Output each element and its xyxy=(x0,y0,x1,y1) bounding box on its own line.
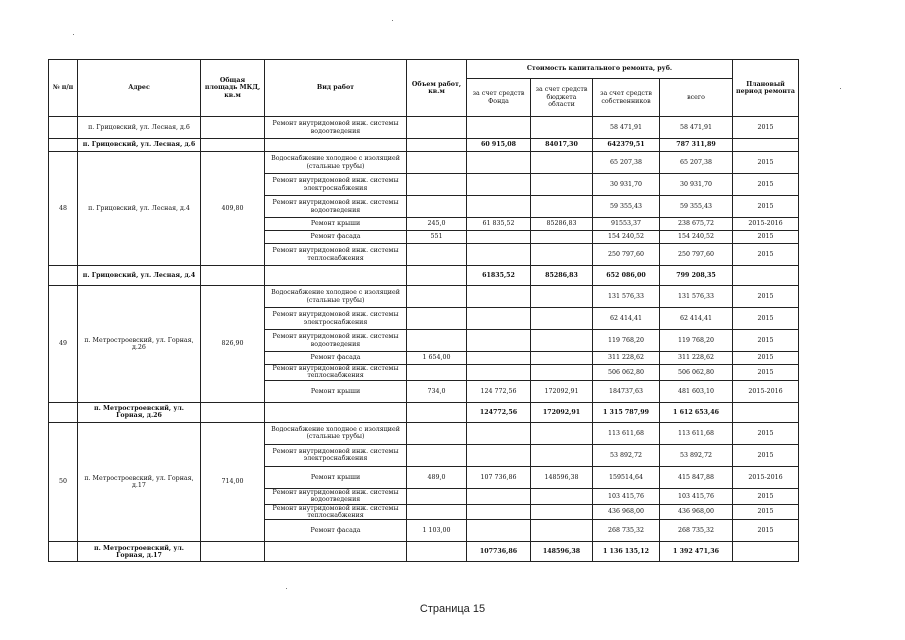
cell-period: 2015 xyxy=(733,444,799,466)
cell-period: 2015 xyxy=(733,422,799,444)
cell-area xyxy=(201,402,265,422)
cell-period: 2015 xyxy=(733,174,799,196)
cell-total: 53 892,72 xyxy=(660,444,733,466)
cell-work: Водоснабжение холодное с изоляцией (стальные трубы) xyxy=(265,152,407,174)
cell-budget: 172092,91 xyxy=(531,402,593,422)
cell-total: 238 675,72 xyxy=(660,218,733,231)
cell-volume: 1 103,00 xyxy=(407,520,467,542)
cell-volume: 1 654,00 xyxy=(407,352,467,365)
table-row xyxy=(49,117,799,139)
cell-period: 2015 xyxy=(733,330,799,352)
cell-period: 2015 xyxy=(733,117,799,139)
cell-volume xyxy=(407,286,467,308)
cell-volume xyxy=(407,244,467,266)
cell-fund: 107 736,86 xyxy=(467,466,531,488)
cell-volume xyxy=(407,139,467,152)
cell-total: 415 847,88 xyxy=(660,466,733,488)
cell-owners: 53 892,72 xyxy=(593,444,660,466)
cell-period: 2015 xyxy=(733,504,799,520)
cell-total: 481 603,10 xyxy=(660,380,733,402)
cell-fund xyxy=(467,504,531,520)
cell-owners: 311 228,62 xyxy=(593,352,660,365)
cell-budget: 148596,38 xyxy=(531,466,593,488)
cell-total: 1 392 471,36 xyxy=(660,542,733,562)
cell-total: 268 735,32 xyxy=(660,520,733,542)
cell-budget xyxy=(531,520,593,542)
cell-work: Ремонт внутридомовой инж. системы водоотведения xyxy=(265,488,407,504)
cell-work xyxy=(265,266,407,286)
cell-period: 2015 xyxy=(733,244,799,266)
cell-owners: 65 207,38 xyxy=(593,152,660,174)
cell-owners: 154 240,52 xyxy=(593,231,660,244)
header-period: Плановый период ремонта xyxy=(733,60,799,117)
cell-total: 154 240,52 xyxy=(660,231,733,244)
cell-period: 2015 xyxy=(733,196,799,218)
scan-speck xyxy=(392,20,393,21)
cell-address: п. Грицовский, ул. Лесная, д.6 xyxy=(78,117,201,139)
cell-volume xyxy=(407,422,467,444)
cell-fund xyxy=(467,196,531,218)
cell-volume xyxy=(407,174,467,196)
cell-fund xyxy=(467,365,531,381)
cell-fund xyxy=(467,244,531,266)
cell-work xyxy=(265,139,407,152)
cell-work: Ремонт крыши xyxy=(265,218,407,231)
cell-work: Ремонт внутридомовой инж. системы теплоснабжения xyxy=(265,504,407,520)
header-address: Адрес xyxy=(78,60,201,117)
scan-speck xyxy=(73,34,74,35)
cell-period xyxy=(733,542,799,562)
cell-work: Ремонт внутридомовой инж. системы электроснабжения xyxy=(265,308,407,330)
cell-volume xyxy=(407,152,467,174)
cell-work: Ремонт внутридомовой инж. системы теплоснабжения xyxy=(265,244,407,266)
cell-period: 2015-2016 xyxy=(733,218,799,231)
header-cost-group: Стоимость капитального ремонта, руб. xyxy=(467,60,733,79)
cell-period: 2015 xyxy=(733,286,799,308)
cell-total: 62 414,41 xyxy=(660,308,733,330)
cell-owners: 250 797,60 xyxy=(593,244,660,266)
cell-owners: 58 471,91 xyxy=(593,117,660,139)
cell-volume: 551 xyxy=(407,231,467,244)
cell-work: Ремонт крыши xyxy=(265,380,407,402)
cell-budget: 148596,38 xyxy=(531,542,593,562)
cell-fund xyxy=(467,174,531,196)
cell-period: 2015 xyxy=(733,520,799,542)
cell-work: Ремонт внутридомовой инж. системы водоотведения xyxy=(265,117,407,139)
cell-num: 50 xyxy=(49,422,78,542)
cell-address: п. Грицовский, ул. Лесная, д.4 xyxy=(78,266,201,286)
cell-period: 2015 xyxy=(733,152,799,174)
cell-area: 714,00 xyxy=(201,422,265,542)
cell-period: 2015 xyxy=(733,231,799,244)
cell-owners: 59 355,43 xyxy=(593,196,660,218)
cell-budget xyxy=(531,504,593,520)
cell-volume: 245,0 xyxy=(407,218,467,231)
cell-budget xyxy=(531,330,593,352)
header-volume: Объем работ, кв.м xyxy=(407,60,467,117)
cell-total: 250 797,60 xyxy=(660,244,733,266)
cell-work: Ремонт внутридомовой инж. системы водоотведения xyxy=(265,196,407,218)
table-total-row xyxy=(49,266,799,286)
cell-num xyxy=(49,139,78,152)
cell-volume xyxy=(407,444,467,466)
cell-fund xyxy=(467,520,531,542)
cell-volume xyxy=(407,488,467,504)
cell-owners: 103 415,76 xyxy=(593,488,660,504)
cell-period: 2015-2016 xyxy=(733,380,799,402)
cell-num xyxy=(49,117,78,139)
cell-work: Ремонт фасада xyxy=(265,231,407,244)
cell-fund: 61835,52 xyxy=(467,266,531,286)
cell-total: 787 311,89 xyxy=(660,139,733,152)
cell-total: 65 207,38 xyxy=(660,152,733,174)
cell-owners: 436 968,00 xyxy=(593,504,660,520)
cell-budget xyxy=(531,117,593,139)
cell-address: п. Грицовский, ул. Лесная, д.6 xyxy=(78,139,201,152)
cell-period xyxy=(733,266,799,286)
cell-total: 436 968,00 xyxy=(660,504,733,520)
cell-fund: 61 835,52 xyxy=(467,218,531,231)
header-area: Общая площадь МКД, кв.м xyxy=(201,60,265,117)
cell-owners: 506 062,80 xyxy=(593,365,660,381)
cell-owners: 159514,64 xyxy=(593,466,660,488)
cell-num: 48 xyxy=(49,152,78,266)
cell-num xyxy=(49,266,78,286)
cell-budget: 172092,91 xyxy=(531,380,593,402)
cell-work xyxy=(265,402,407,422)
cell-work: Ремонт фасада xyxy=(265,352,407,365)
cell-budget: 85286,83 xyxy=(531,266,593,286)
cell-total: 799 208,35 xyxy=(660,266,733,286)
cell-fund: 124 772,56 xyxy=(467,380,531,402)
cell-owners: 642379,51 xyxy=(593,139,660,152)
cell-area: 826,90 xyxy=(201,286,265,403)
table-body xyxy=(49,117,799,562)
cell-num: 49 xyxy=(49,286,78,403)
cell-work xyxy=(265,542,407,562)
cell-fund xyxy=(467,308,531,330)
cell-work: Ремонт внутридомовой инж. системы электроснабжения xyxy=(265,174,407,196)
cell-work: Ремонт внутридомовой инж. системы водоотведения xyxy=(265,330,407,352)
cell-area xyxy=(201,117,265,139)
cell-budget xyxy=(531,174,593,196)
cell-volume xyxy=(407,330,467,352)
cell-fund xyxy=(467,352,531,365)
cell-work: Водоснабжение холодное с изоляцией (стальные трубы) xyxy=(265,286,407,308)
cell-owners: 113 611,68 xyxy=(593,422,660,444)
cell-fund xyxy=(467,286,531,308)
cell-owners: 91553,37 xyxy=(593,218,660,231)
cell-owners: 1 136 135,12 xyxy=(593,542,660,562)
cell-budget xyxy=(531,444,593,466)
cell-owners: 30 931,70 xyxy=(593,174,660,196)
table-row xyxy=(49,422,799,444)
cell-period xyxy=(733,402,799,422)
cell-volume xyxy=(407,266,467,286)
capital-repair-table xyxy=(48,59,799,562)
cell-address: п. Грицовский, ул. Лесная, д.4 xyxy=(78,152,201,266)
cell-num xyxy=(49,542,78,562)
cell-work: Водоснабжение холодное с изоляцией (стальные трубы) xyxy=(265,422,407,444)
page-number: Страница 15 xyxy=(419,603,486,615)
cell-address: п. Метростроевский, ул. Горная, д.17 xyxy=(78,542,201,562)
cell-fund xyxy=(467,117,531,139)
cell-total: 506 062,80 xyxy=(660,365,733,381)
cell-fund: 124772,56 xyxy=(467,402,531,422)
table-total-row xyxy=(49,402,799,422)
cell-volume xyxy=(407,542,467,562)
cell-budget xyxy=(531,152,593,174)
cell-volume xyxy=(407,402,467,422)
cell-work: Ремонт крыши xyxy=(265,466,407,488)
cell-volume xyxy=(407,196,467,218)
cell-period: 2015 xyxy=(733,488,799,504)
scan-speck xyxy=(840,88,841,89)
cell-budget xyxy=(531,231,593,244)
cell-owners: 62 414,41 xyxy=(593,308,660,330)
cell-period xyxy=(733,139,799,152)
cell-volume xyxy=(407,365,467,381)
header-num: № п/п xyxy=(49,60,78,117)
table-total-row xyxy=(49,542,799,562)
cell-budget xyxy=(531,196,593,218)
cell-volume: 489,0 xyxy=(407,466,467,488)
cell-address: п. Метростроевский, ул. Горная, д.17 xyxy=(78,422,201,542)
cell-total: 113 611,68 xyxy=(660,422,733,444)
cell-total: 59 355,43 xyxy=(660,196,733,218)
cell-total: 1 612 653,46 xyxy=(660,402,733,422)
cell-total: 58 471,91 xyxy=(660,117,733,139)
cell-budget: 84017,30 xyxy=(531,139,593,152)
cell-work: Ремонт фасада xyxy=(265,520,407,542)
cell-budget: 85286,83 xyxy=(531,218,593,231)
header-total: всего xyxy=(660,79,733,117)
cell-address: п. Метростроевский, ул. Горная, д.26 xyxy=(78,402,201,422)
header-fund: за счет средств Фонда xyxy=(467,79,531,117)
cell-period: 2015 xyxy=(733,352,799,365)
cell-owners: 131 576,33 xyxy=(593,286,660,308)
cell-area xyxy=(201,542,265,562)
cell-fund xyxy=(467,152,531,174)
cell-period: 2015-2016 xyxy=(733,466,799,488)
cell-volume: 734,0 xyxy=(407,380,467,402)
cell-period: 2015 xyxy=(733,365,799,381)
cell-work: Ремонт внутридомовой инж. системы теплоснабжения xyxy=(265,365,407,381)
cell-fund xyxy=(467,444,531,466)
cell-fund: 107736,86 xyxy=(467,542,531,562)
cell-volume xyxy=(407,504,467,520)
table-row xyxy=(49,286,799,308)
cell-owners: 268 735,32 xyxy=(593,520,660,542)
cell-volume xyxy=(407,117,467,139)
table-row xyxy=(49,152,799,174)
cell-total: 103 415,76 xyxy=(660,488,733,504)
header-owners: за счет средств собственников xyxy=(593,79,660,117)
cell-total: 119 768,20 xyxy=(660,330,733,352)
cell-period: 2015 xyxy=(733,308,799,330)
cell-budget xyxy=(531,422,593,444)
cell-budget xyxy=(531,352,593,365)
cell-budget xyxy=(531,244,593,266)
cell-budget xyxy=(531,286,593,308)
cell-total: 131 576,33 xyxy=(660,286,733,308)
cell-num xyxy=(49,402,78,422)
cell-address: п. Метростроевский, ул. Горная, д.26 xyxy=(78,286,201,403)
cell-budget xyxy=(531,308,593,330)
cell-budget xyxy=(531,365,593,381)
cell-area xyxy=(201,266,265,286)
cell-budget xyxy=(531,488,593,504)
header-work-type: Вид работ xyxy=(265,60,407,117)
cell-work: Ремонт внутридомовой инж. системы электроснабжения xyxy=(265,444,407,466)
cell-total: 311 228,62 xyxy=(660,352,733,365)
cell-fund xyxy=(467,330,531,352)
table-total-row xyxy=(49,139,799,152)
cell-volume xyxy=(407,308,467,330)
header-budget: за счет средств бюджета области xyxy=(531,79,593,117)
cell-area: 409,80 xyxy=(201,152,265,266)
cell-fund: 60 915,08 xyxy=(467,139,531,152)
cell-owners: 119 768,20 xyxy=(593,330,660,352)
cell-owners: 184737,63 xyxy=(593,380,660,402)
cell-area xyxy=(201,139,265,152)
cell-fund xyxy=(467,422,531,444)
cell-owners: 652 086,00 xyxy=(593,266,660,286)
cell-total: 30 931,70 xyxy=(660,174,733,196)
cell-owners: 1 315 787,99 xyxy=(593,402,660,422)
scan-speck xyxy=(286,588,287,589)
cell-fund xyxy=(467,231,531,244)
cell-fund xyxy=(467,488,531,504)
